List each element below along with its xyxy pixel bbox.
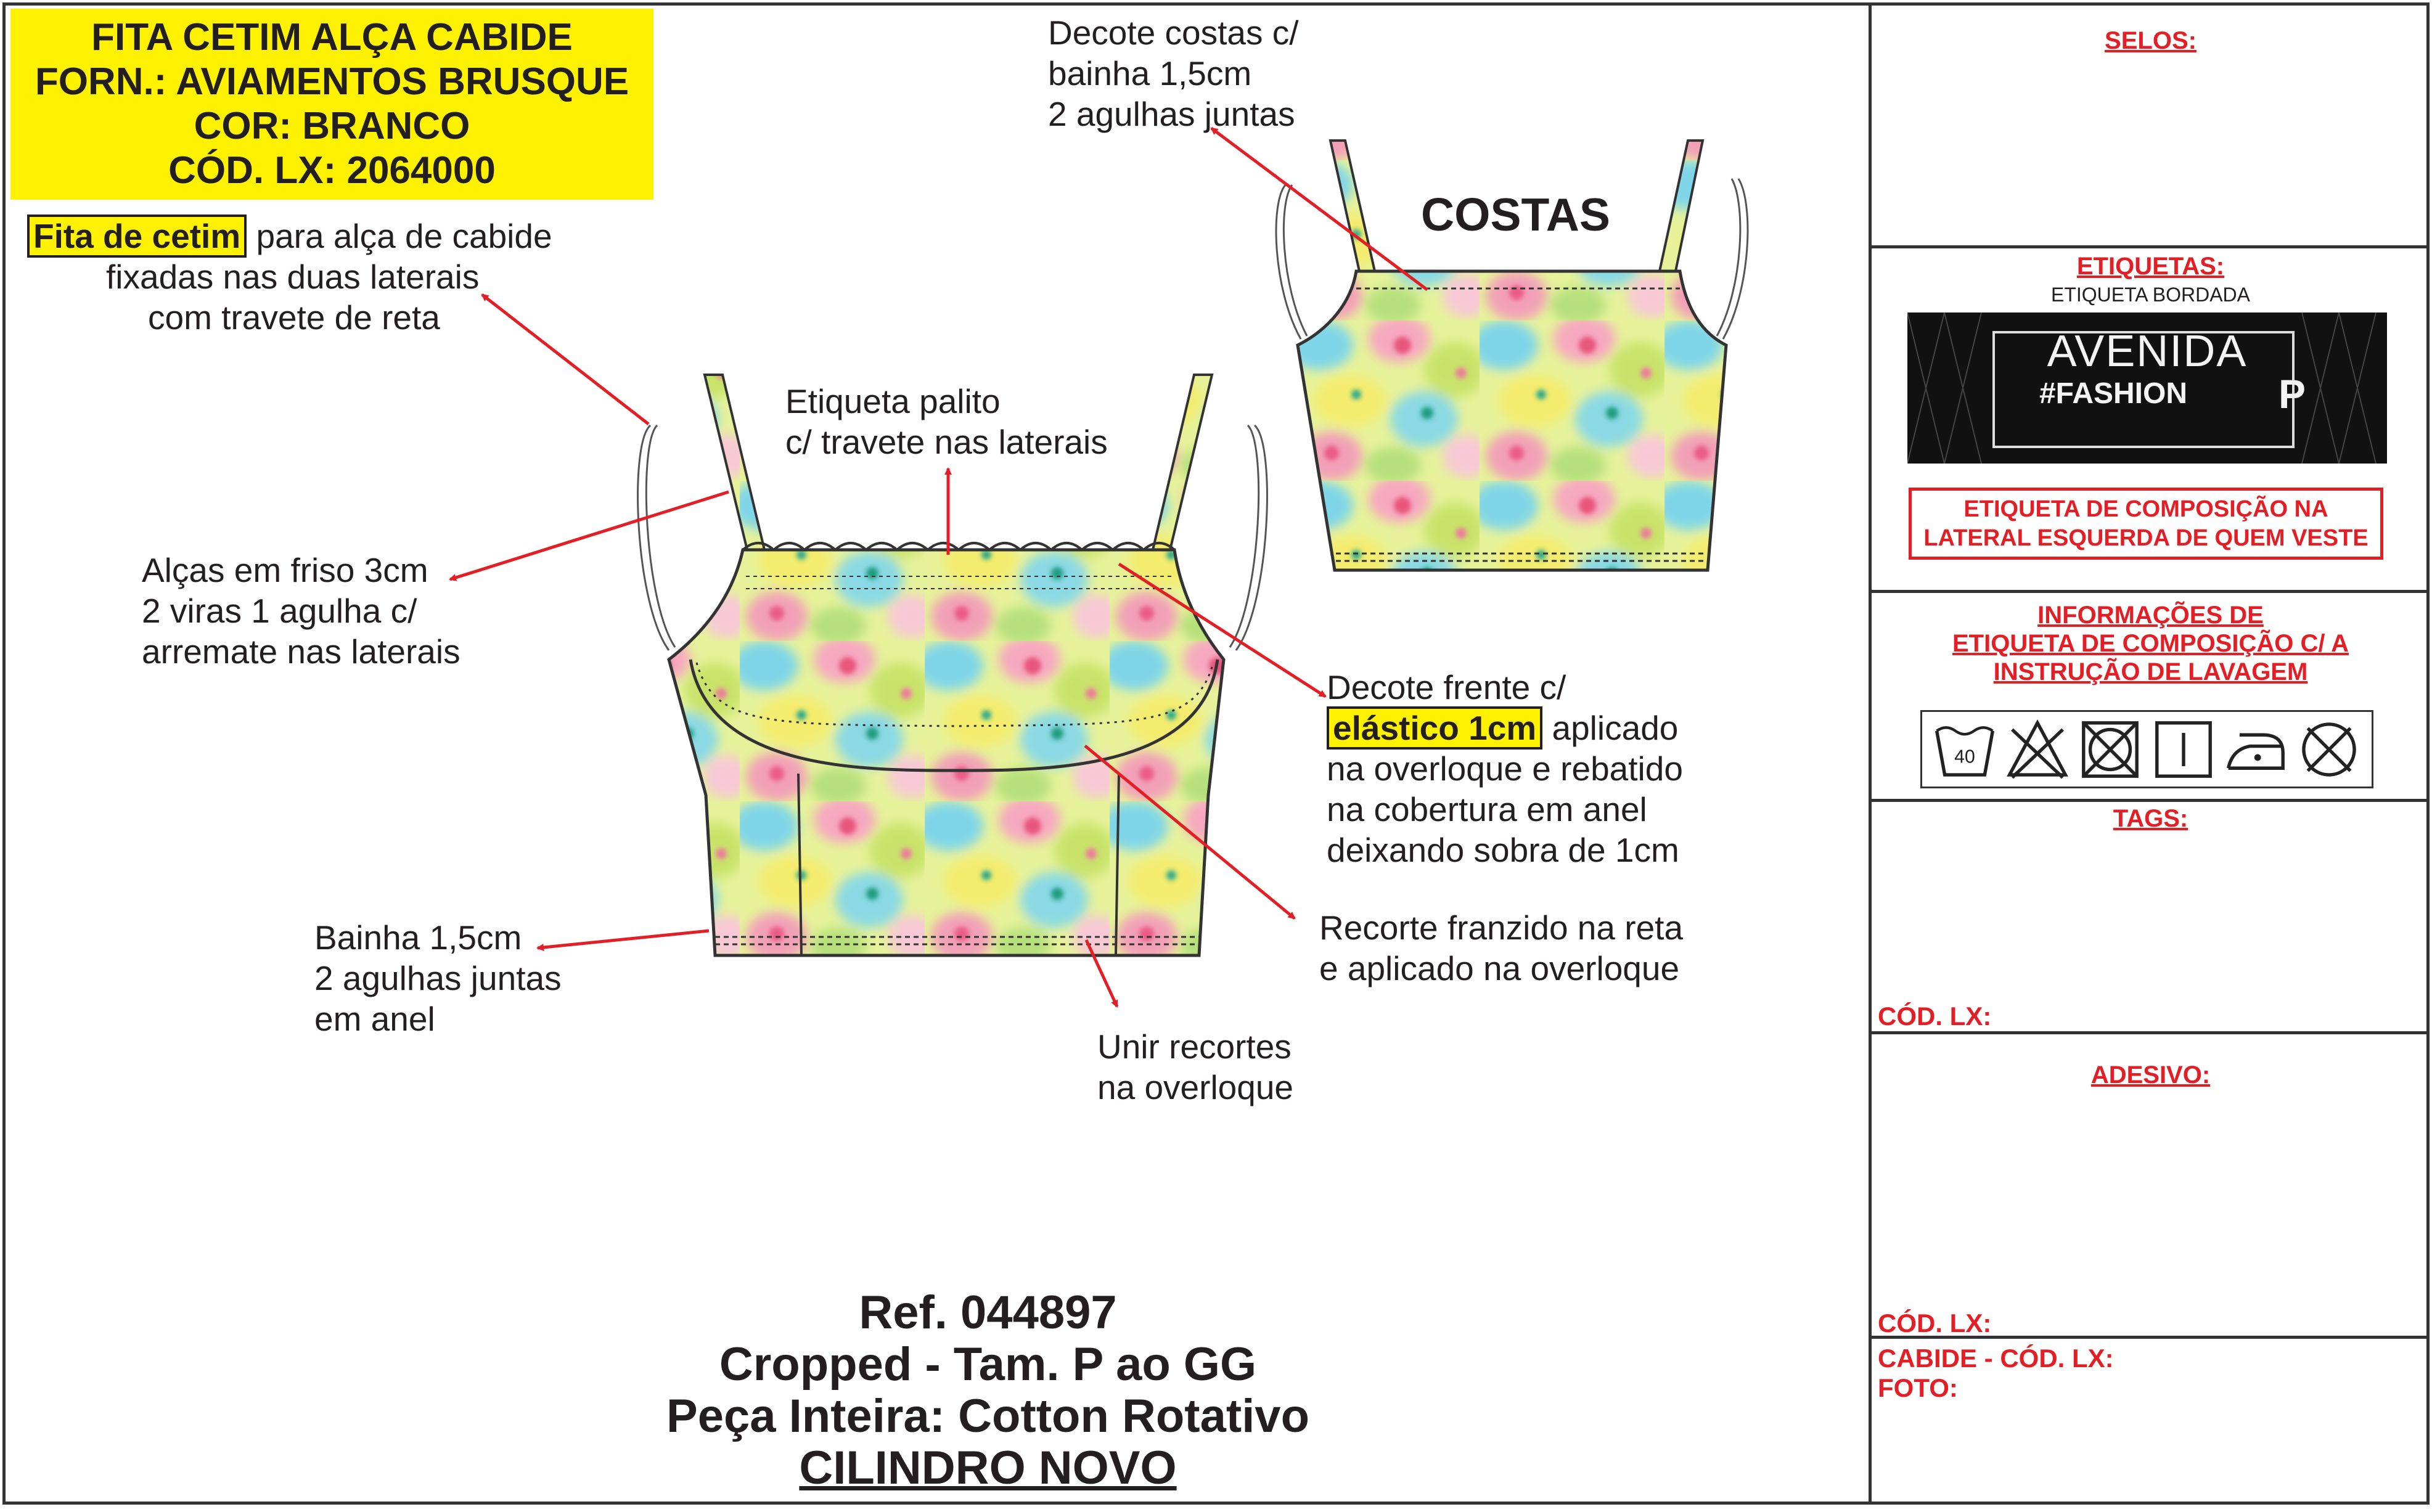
etiquetas-heading: ETIQUETAS: xyxy=(2076,253,2225,280)
note-costas-line2: bainha 1,5cm xyxy=(1048,54,1252,92)
ref-title: Ref. 044897 xyxy=(859,1286,1117,1339)
tags-heading: TAGS: xyxy=(2113,805,2188,832)
note-etiqueta-palito xyxy=(785,381,1108,462)
note-palito-line2: c/ travete nas laterais xyxy=(785,423,1108,461)
wash-temp: 40 xyxy=(1954,746,1975,767)
note-unir xyxy=(1097,1026,1293,1108)
note-bainha-line1: Bainha 1,5cm xyxy=(314,918,522,957)
note-alcas xyxy=(142,550,461,672)
no-bleach-icon xyxy=(2004,716,2071,783)
supplier-line-1: FITA CETIM ALÇA CABIDE xyxy=(91,16,573,59)
supplier-box xyxy=(10,9,653,200)
note-bainha-line2: 2 agulhas juntas xyxy=(314,959,562,997)
note-palito-line1: Etiqueta palito xyxy=(785,382,1001,420)
info-line-2: ETIQUETA DE COMPOSIÇÃO C/ A xyxy=(1952,630,2349,657)
note-recorte-line2: e aplicado na overloque xyxy=(1319,949,1680,987)
note-alcas-line2: 2 viras 1 agulha c/ xyxy=(142,592,417,630)
no-tumble-dry-icon xyxy=(2077,716,2143,783)
note-unir-line2: na overloque xyxy=(1097,1068,1294,1106)
composicao-box xyxy=(1909,488,2383,560)
foto-label: FOTO: xyxy=(1878,1373,1958,1402)
line-dry-icon xyxy=(2150,716,2217,783)
note-alcas-line3: arremate nas laterais xyxy=(142,632,461,671)
note-fita-rest: para alça de cabide xyxy=(247,217,552,255)
note-decote-frente xyxy=(1327,667,1683,870)
note-frente-line5: deixando sobra de 1cm xyxy=(1327,831,1679,869)
note-costas-line1: Decote costas c/ xyxy=(1048,14,1299,52)
brand-size: P xyxy=(2278,371,2306,417)
note-frente-line4: na cobertura em anel xyxy=(1327,790,1647,828)
note-frente-line1: Decote frente c/ xyxy=(1327,668,1566,706)
product-title: Cropped - Tam. P ao GG xyxy=(719,1338,1257,1391)
cabide-label: CABIDE - CÓD. LX: xyxy=(1878,1344,2114,1373)
note-bainha-line3: em anel xyxy=(314,1000,435,1038)
note-fita-line3: com travete de reta xyxy=(148,298,440,337)
composicao-line-1: ETIQUETA DE COMPOSIÇÃO NA xyxy=(1963,496,2328,522)
note-recorte xyxy=(1319,907,1683,989)
wash-40-icon xyxy=(1931,716,1998,783)
supplier-line-3: COR: BRANCO xyxy=(194,105,470,147)
fabric-title: Peça Inteira: Cotton Rotativo xyxy=(666,1390,1309,1442)
view-label-costas: COSTAS xyxy=(1421,189,1610,240)
adesivo-heading: ADESIVO: xyxy=(2090,1061,2211,1089)
brand-label-image xyxy=(1907,313,2387,464)
composicao-line-2: LATERAL ESQUERDA DE QUEM VESTE xyxy=(1923,525,2369,551)
note-fita-line2: fixadas nas duas laterais xyxy=(106,258,480,296)
note-frente-line3: na overloque e rebatido xyxy=(1327,750,1683,788)
note-recorte-line1: Recorte franzido na reta xyxy=(1319,909,1684,947)
supplier-line-2: FORN.: AVIAMENTOS BRUSQUE xyxy=(35,60,629,103)
brand-name: AVENIDA xyxy=(2047,327,2248,376)
iron-low-icon xyxy=(2223,716,2290,783)
cylinder-title: CILINDRO NOVO xyxy=(799,1442,1177,1494)
info-line-1: INFORMAÇÕES DE xyxy=(2037,602,2264,629)
note-alcas-line1: Alças em friso 3cm xyxy=(142,551,428,589)
note-unir-line1: Unir recortes xyxy=(1097,1028,1292,1066)
note-costas-line3: 2 agulhas juntas xyxy=(1048,95,1295,133)
note-bainha xyxy=(314,917,562,1039)
note-decote-costas xyxy=(1048,12,1299,134)
cod-lx-tags: CÓD. LX: xyxy=(1878,1002,1992,1031)
note-fita-highlight: Fita de cetim xyxy=(27,215,247,258)
brand-tagline: #FASHION xyxy=(2039,377,2188,410)
supplier-line-4: CÓD. LX: 2064000 xyxy=(168,149,496,192)
no-dry-clean-icon xyxy=(2296,716,2362,783)
selos-heading: SELOS: xyxy=(2105,27,2197,54)
cod-lx-adesivo: CÓD. LX: xyxy=(1878,1309,1992,1338)
care-symbols xyxy=(1920,710,2373,788)
note-fita xyxy=(27,216,552,338)
info-line-3: INSTRUÇÃO DE LAVAGEM xyxy=(1993,658,2308,685)
note-frente-highlight: elástico 1cm xyxy=(1327,706,1542,750)
etiqueta-bordada-label: ETIQUETA BORDADA xyxy=(2050,284,2250,306)
info-heading xyxy=(1872,601,2430,686)
note-frente-rest: aplicado xyxy=(1542,709,1679,747)
